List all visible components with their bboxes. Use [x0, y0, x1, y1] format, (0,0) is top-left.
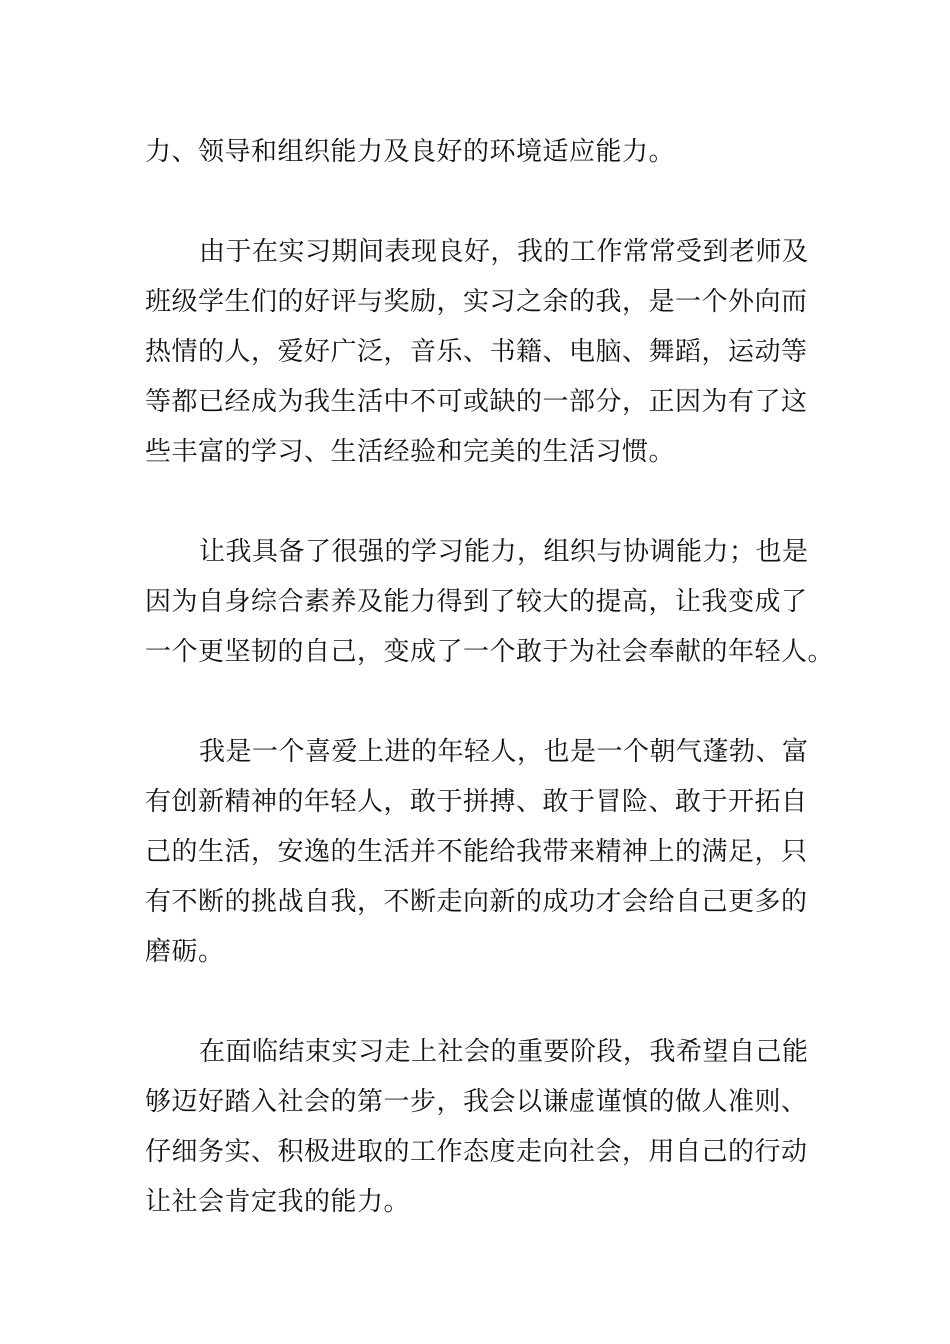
text-line: 己的生活，安逸的生活并不能给我带来精神上的满足，只 [145, 837, 808, 867]
paragraph-gap [145, 977, 807, 1027]
text-line: 有不断的挑战自我，不断走向新的成功才会给自己更多的 [145, 887, 808, 917]
text-line: 够迈好踏入社会的第一步，我会以谦虚谨慎的做人准则、 [145, 1087, 808, 1117]
document-page [145, 127, 835, 1227]
paragraph-gap [145, 477, 807, 527]
paragraph-5 [145, 1027, 807, 1227]
text-line: 等都已经成为我生活中不可或缺的一部分，正因为有了这 [145, 387, 808, 417]
paragraph-2 [145, 227, 807, 477]
text-line: 在面临结束实习走上社会的重要阶段，我希望自己能 [199, 1037, 809, 1067]
text-line: 让社会肯定我的能力。 [145, 1187, 411, 1217]
paragraph-4 [145, 727, 807, 977]
paragraph-3 [145, 527, 835, 677]
text-line: 有创新精神的年轻人，敢于拼搏、敢于冒险、敢于开拓自 [145, 787, 808, 817]
text-line: 力、领导和组织能力及良好的环境适应能力。 [145, 137, 676, 167]
text-line: 班级学生们的好评与奖励，实习之余的我，是一个外向而 [145, 287, 808, 317]
text-line: 一个更坚韧的自己，变成了一个敢于为社会奉献的年轻人。 [145, 637, 835, 667]
paragraph-gap [145, 677, 807, 727]
text-line: 因为自身综合素养及能力得到了较大的提高，让我变成了 [145, 587, 808, 617]
text-line: 由于在实习期间表现良好，我的工作常常受到老师及 [199, 237, 809, 267]
text-line: 我是一个喜爱上进的年轻人，也是一个朝气蓬勃、富 [199, 737, 809, 767]
text-line: 些丰富的学习、生活经验和完美的生活习惯。 [145, 437, 676, 467]
paragraph-1 [145, 127, 807, 177]
text-line: 热情的人，爱好广泛，音乐、书籍、电脑、舞蹈，运动等 [145, 337, 808, 367]
text-line: 仔细务实、积极进取的工作态度走向社会，用自己的行动 [145, 1137, 808, 1167]
text-line: 让我具备了很强的学习能力，组织与协调能力；也是 [199, 537, 809, 567]
paragraph-gap [145, 177, 807, 227]
text-line: 磨砺。 [145, 937, 225, 967]
